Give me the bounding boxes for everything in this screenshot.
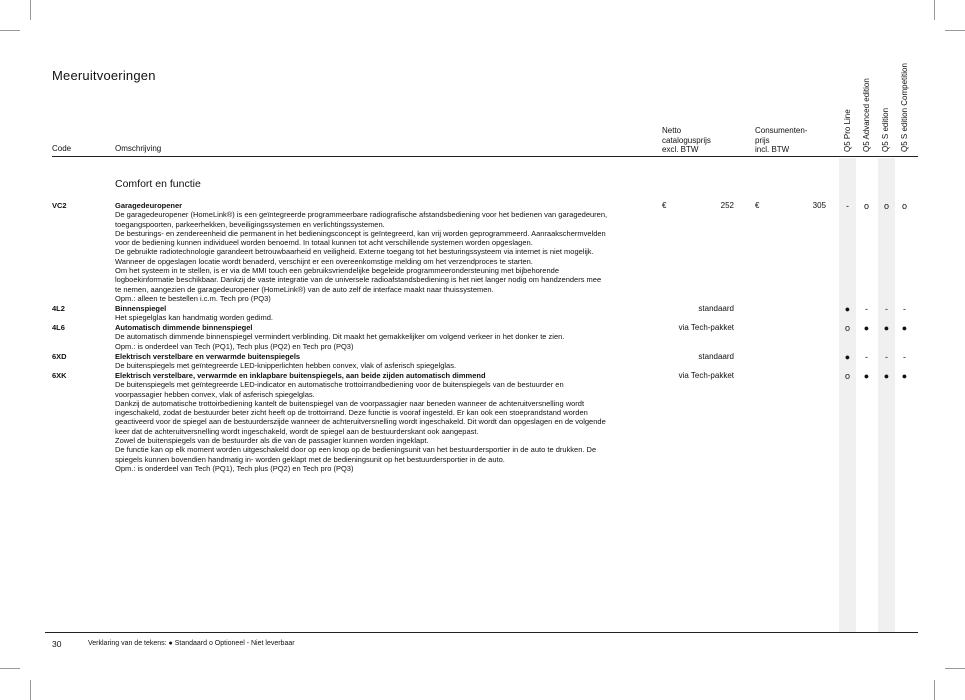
model-header-advanced-edition: Q5 Advanced edition bbox=[862, 78, 871, 152]
row-line: Opm.: alleen te bestellen i.c.m. Tech pro (PQ3) bbox=[115, 293, 271, 303]
header-netto-line: Netto bbox=[662, 126, 682, 135]
crop-mark bbox=[30, 680, 31, 700]
model-mark: ● bbox=[863, 323, 870, 333]
consumer-currency: € bbox=[755, 201, 760, 210]
row-code: VC2 bbox=[52, 201, 67, 210]
page-title: Meeruitvoeringen bbox=[52, 68, 156, 83]
crop-mark bbox=[934, 680, 935, 700]
header-netto-line: excl. BTW bbox=[662, 145, 699, 154]
model-mark: o bbox=[844, 323, 850, 333]
netto-currency: € bbox=[662, 201, 667, 210]
availability: via Tech-pakket bbox=[678, 323, 734, 332]
legend: Verklaring van de tekens: ● Standaard o Optioneel - Niet leverbaar bbox=[88, 640, 295, 647]
model-mark: - bbox=[846, 201, 849, 211]
row-title: Elektrisch verstelbare, verwarmde en inklapbare buitenspiegels, aan beide zijden automatisch dimmend bbox=[115, 371, 486, 380]
row-line: De buitenspiegels met geïntegreerde LED-indicator en automatische trottoirrandbediening voor de buitenspiegels van de bestuurder en bbox=[115, 380, 564, 390]
model-mark: - bbox=[903, 352, 906, 362]
row-line: Het spiegelglas kan handmatig worden gedimd. bbox=[115, 313, 274, 323]
crop-mark bbox=[30, 0, 31, 20]
model-mark: o bbox=[863, 201, 869, 211]
footer-rule bbox=[45, 632, 918, 633]
crop-mark bbox=[934, 0, 935, 20]
row-description bbox=[115, 304, 635, 323]
model-header-pro-line: Q5 Pro Line bbox=[843, 109, 852, 152]
row-line: De buitenspiegels met geïntegreerde LED-knipperlichten hebben convex, vlak of asferisch spiegelglas. bbox=[115, 361, 457, 371]
model-column-band bbox=[839, 158, 856, 632]
row-description bbox=[115, 352, 635, 371]
header-consumer-line: prijs bbox=[755, 135, 770, 145]
row-code: 6XK bbox=[52, 371, 67, 380]
model-mark: - bbox=[885, 304, 888, 314]
crop-mark bbox=[945, 668, 965, 669]
header-rule bbox=[52, 156, 918, 157]
header-netto-line: catalogusprijs bbox=[662, 135, 711, 145]
row-title: Elektrisch verstelbare en verwarmde buitenspiegels bbox=[115, 352, 301, 361]
model-mark: ● bbox=[844, 352, 851, 362]
row-title: Binnenspiegel bbox=[115, 304, 167, 313]
row-description bbox=[115, 323, 635, 351]
row-code: 6XD bbox=[52, 352, 67, 361]
header-consumer-line: Consumenten- bbox=[755, 126, 808, 135]
row-line: De gebruikte radiotechnologie garandeert betrouwbaarheid en veiligheid. Externe toegang tot het besturingssysteem via internet is niet mogelijk. bbox=[115, 247, 594, 257]
model-mark: ● bbox=[863, 371, 870, 381]
page-number: 30 bbox=[52, 639, 62, 649]
crop-mark bbox=[945, 30, 965, 31]
model-header-s-edition: Q5 S edition bbox=[881, 107, 890, 152]
row-line: De garagedeuropener (HomeLink®) is een geïntegreerde programmeerbare radiografische afstandsbediening voor het bedienen van garagedeuren, bbox=[115, 210, 608, 220]
netto-price: 252 bbox=[720, 201, 734, 210]
model-mark: - bbox=[885, 352, 888, 362]
header-consumer-line: incl. BTW bbox=[755, 145, 790, 154]
model-mark: - bbox=[865, 304, 868, 314]
row-description bbox=[115, 371, 635, 473]
row-line: Zowel de buitenspiegels van de bestuurder als die van de passagier kunnen worden ingeklapt. bbox=[115, 436, 429, 446]
model-mark: ● bbox=[883, 323, 890, 333]
model-column-band bbox=[878, 158, 895, 632]
header-code: Code bbox=[52, 144, 72, 153]
row-line: logboekinformatie beschikbaar. Dankzij de vaste integratie van de universele radioafstandsbediening is het niet langer nodig om handzenders mee bbox=[115, 275, 602, 285]
availability: standaard bbox=[698, 352, 734, 361]
row-code: 4L2 bbox=[52, 304, 65, 313]
model-mark: ● bbox=[901, 323, 908, 333]
row-description bbox=[115, 201, 635, 303]
row-line: Om het systeem in te stellen, is er via de MMI touch een gebruiksvriendelijke begeleide programmeerondersteuning met bijbehorende bbox=[115, 266, 559, 276]
row-line: spiegels kunnen bovendien handmatig in- worden geklapt met de bedieningsunit op het bestuurdersportier in de auto. bbox=[115, 454, 505, 464]
model-mark: - bbox=[903, 304, 906, 314]
row-line: De besturings- en zendereenheid die permanent in het bedieningsconcept is geïntegreerd, kan vrij worden geprogrammeerd. Aanraakschermvelden bbox=[115, 228, 606, 238]
row-line: ingeschakeld, zodat de bestuurder beter zicht heeft op de trottoirrand. Deze functie is vooraf ingesteld. Er kan ook een stoeprandstand worden bbox=[115, 408, 588, 418]
row-line: geactiveerd voor de spiegel aan de bestuurderszijde wanneer de achteruitversnelling wordt ingeschakeld. Dit wordt dan opgeslagen en de volgende bbox=[115, 417, 606, 427]
model-mark: - bbox=[865, 352, 868, 362]
row-line: te nemen, aangezien de garagedeuropener (HomeLink®) van de auto zelf de interface maakt naar thuissystemen. bbox=[115, 284, 494, 294]
row-line: voor de bediening kunnen individueel worden benoemd. In totaal kunnen tot acht verschillende systemen worden opgeslagen. bbox=[115, 238, 533, 248]
header-netto-price bbox=[662, 126, 711, 155]
consumer-price: 305 bbox=[812, 201, 826, 210]
row-title: Garagedeuropener bbox=[115, 201, 183, 210]
model-mark: ● bbox=[883, 371, 890, 381]
model-mark: o bbox=[901, 201, 907, 211]
model-mark: o bbox=[883, 201, 889, 211]
row-code: 4L6 bbox=[52, 323, 65, 332]
row-line: De functie kan op elk moment worden uitgeschakeld door op een knop op de bedieningsunit van het bestuurdersportier in de auto te drukken. De bbox=[115, 445, 597, 455]
row-line: toegangspoorten, parkeerhekken, beveiligingssystemen en verlichtingssystemen. bbox=[115, 219, 385, 229]
model-mark: o bbox=[844, 371, 850, 381]
row-line: Opm.: is onderdeel van Tech (PQ1), Tech plus (PQ2) en Tech pro (PQ3) bbox=[115, 463, 354, 473]
row-line: voorpassagier hebben convex, vlak of asferisch spiegelglas. bbox=[115, 389, 315, 399]
availability: standaard bbox=[698, 304, 734, 313]
model-header-s-edition-competition: Q5 S edition Competition bbox=[900, 63, 909, 152]
header-description: Omschrijving bbox=[115, 144, 162, 153]
model-mark: ● bbox=[901, 371, 908, 381]
row-line: Wanneer de opgeslagen locatie wordt benaderd, verschijnt er een overeenkomstige melding om het verzendproces te starten. bbox=[115, 256, 533, 266]
crop-mark bbox=[0, 30, 20, 31]
header-consumer-price bbox=[755, 126, 807, 155]
section-title: Comfort en functie bbox=[115, 178, 201, 190]
row-line: De automatisch dimmende binnenspiegel vermindert verblinding. Dit maakt het gemakkelijker om volgend verkeer in het donker te zien. bbox=[115, 332, 565, 342]
row-title: Automatisch dimmende binnenspiegel bbox=[115, 323, 253, 332]
row-line: Opm.: is onderdeel van Tech (PQ1), Tech plus (PQ2) en Tech pro (PQ3) bbox=[115, 341, 354, 351]
crop-mark bbox=[0, 668, 20, 669]
row-line: Dankzij de automatische trottoirbediening kantelt de buitenspiegel van de voorpassagier naar beneden wanneer de achteruitversnelling wordt bbox=[115, 398, 585, 408]
row-line: keer dat de achteruitversnelling wordt ingeschakeld, wordt de spiegel aan de bestuurderskant ook aangepast. bbox=[115, 426, 479, 436]
availability: via Tech-pakket bbox=[678, 371, 734, 380]
model-mark: ● bbox=[844, 304, 851, 314]
